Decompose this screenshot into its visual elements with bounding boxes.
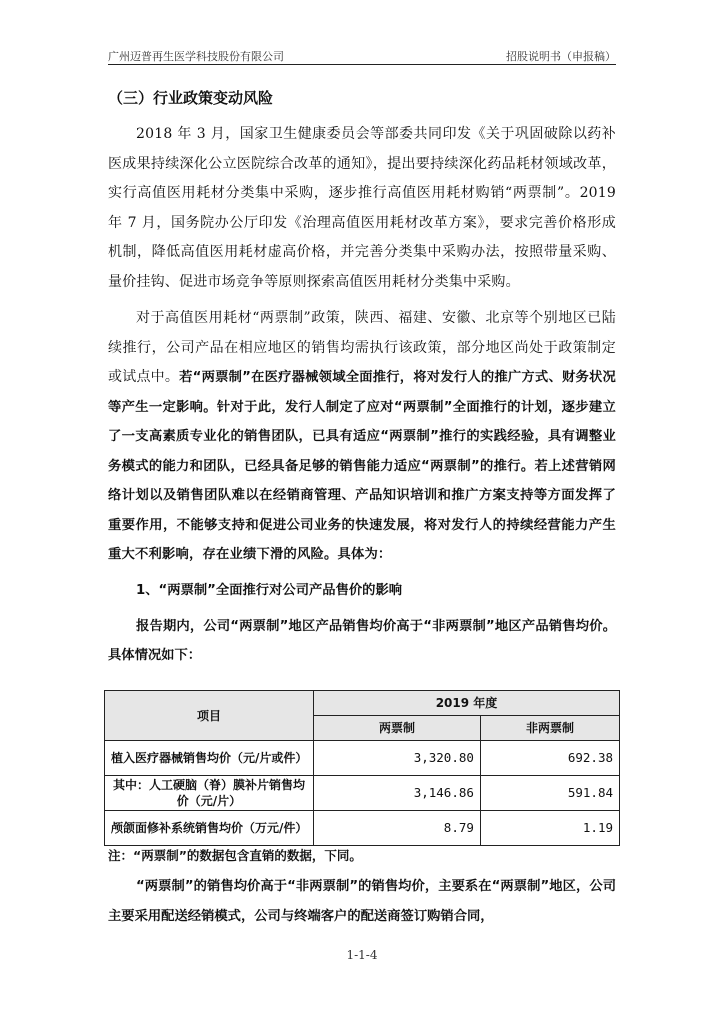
column-header-non-two-invoice: 非两票制 bbox=[480, 716, 619, 741]
paragraph-price-reason: “两票制”的销售均价高于“非两票制”的销售均价，主要系在“两票制”地区，公司主要采用配送经销模式，公司与终端客户的配送商签订购销合同， bbox=[108, 879, 616, 924]
cell-two-invoice: 3,146.86 bbox=[314, 776, 481, 811]
company-name: 广州迈普再生医学科技股份有限公司 bbox=[108, 50, 284, 63]
table-row bbox=[105, 741, 620, 776]
row-label: 植入医疗器械销售均价（元/片或件） bbox=[105, 741, 314, 776]
column-header-two-invoice: 两票制 bbox=[314, 716, 481, 741]
row-label: 其中：人工硬脑（脊）膜补片销售均价（元/片） bbox=[105, 776, 314, 811]
column-header-item: 项目 bbox=[105, 691, 314, 741]
subsection-title: 1、“两票制”全面推行对公司产品售价的影响 bbox=[136, 582, 403, 598]
cell-two-invoice: 8.79 bbox=[314, 811, 481, 846]
paragraph-two-invoice bbox=[108, 304, 616, 570]
cell-non-two-invoice: 1.19 bbox=[480, 811, 619, 846]
page-header bbox=[108, 40, 616, 65]
continuation bbox=[108, 866, 616, 931]
table-header-row bbox=[105, 691, 620, 716]
document-title: 招股说明书（申报稿） bbox=[506, 50, 616, 63]
price-table bbox=[104, 690, 620, 846]
paragraph-two-invoice-bold: 若“两票制”在医疗器械领域全面推行，将对发行人的推广方式、财务状况等产生一定影响。针对于此，发行人制定了应对“两票制”全面推行的计划，逐步建立了一支高素质专业化的销售团队，已具有适应“两票制”推行的实践经验，具有调整业务模式的能力和团队，已经具备足够的销售能力适应“两票制”的推行。若上述营销网络计划以及销售团队难以在经销商管理、产品知识培训和推广方案支持等方面发挥了重要作用，不能够支持和促进公司业务的快速发展，将对发行人的持续经营能力产生重大不利影响，存在业绩下滑的风险。具体为： bbox=[108, 370, 617, 562]
cell-non-two-invoice: 692.38 bbox=[480, 741, 619, 776]
table-note: 注：“两票制”的数据包含直销的数据，下同。 bbox=[108, 848, 362, 863]
row-label: 颅颌面修补系统销售均价（万元/件） bbox=[105, 811, 314, 846]
table-row bbox=[105, 776, 620, 811]
paragraph-two-invoice-normal: 对于高值医用耗材“两票制”政策，陕西、福建、安徽、北京等个别地区已陆续推行，公司产品在相应地区的销售均需执行该政策，部分地区尚处于政策制定或试点中。 bbox=[108, 310, 616, 385]
section-title: （三）行业政策变动风险 bbox=[108, 89, 274, 107]
cell-two-invoice: 3,320.80 bbox=[314, 741, 481, 776]
paragraph-policy: 2018 年 3 月，国家卫生健康委员会等部委共同印发《关于巩固破除以药补医成果持续深化公立医院综合改革的通知》，提出要持续深化药品耗材领域改革，实行高值医用耗材分类集中采购，逐步推行高值医用耗材购销“两票制”。2019 年 7 月，国务院办公厅印发《治理高值医用耗材改革方案》，要求完善价格形成机制，降低高值医用耗材虚高价格，并完善分类集中采购办法，按照带量采购、量价挂钩、促进市场竞争等原则探索高值医用耗材分类集中采购。 bbox=[108, 126, 616, 290]
paragraph-price-intro: 报告期内，公司“两票制”地区产品销售均价高于“非两票制”地区产品销售均价。具体情况如下： bbox=[108, 618, 616, 663]
column-header-year: 2019 年度 bbox=[314, 691, 620, 716]
page-number: 1-1-4 bbox=[346, 948, 378, 962]
main-content bbox=[108, 86, 616, 671]
table-row bbox=[105, 811, 620, 846]
cell-non-two-invoice: 591.84 bbox=[480, 776, 619, 811]
